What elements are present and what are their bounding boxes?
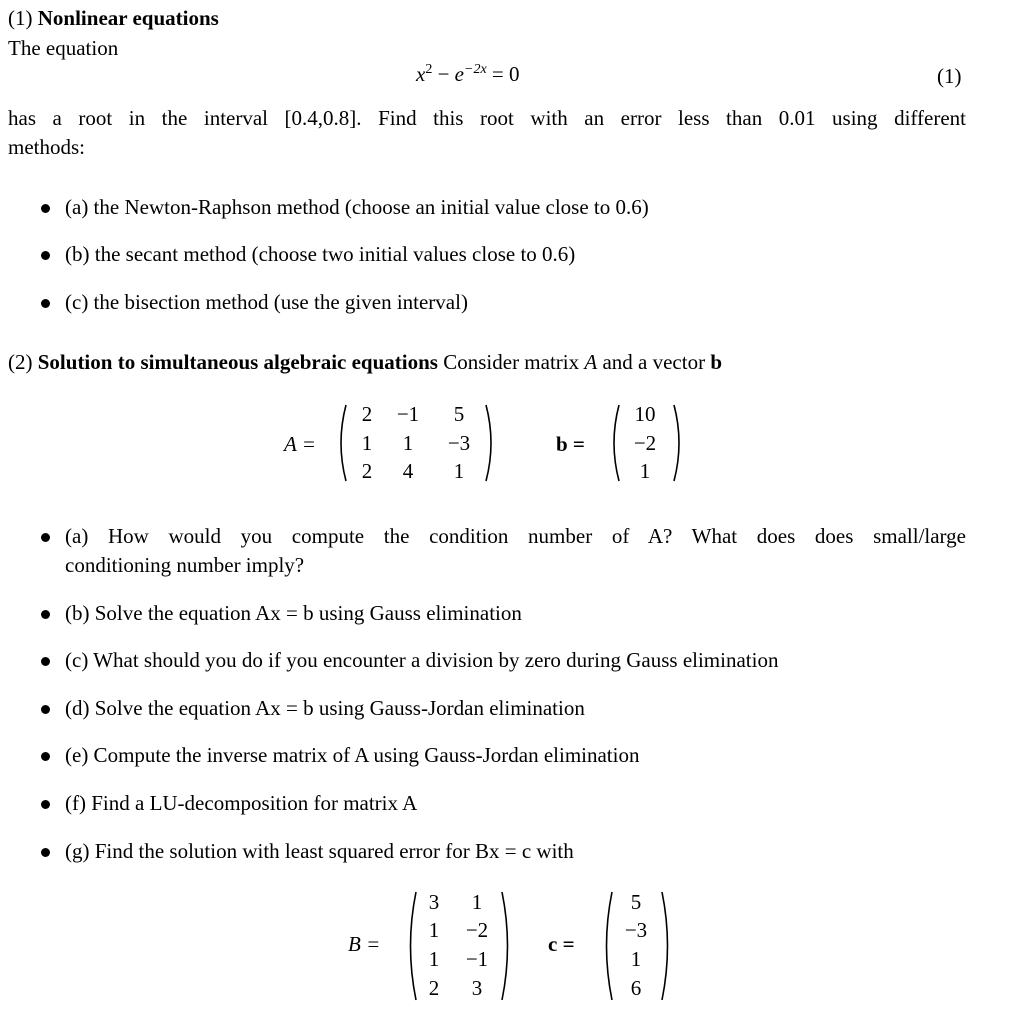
bullet-dot bbox=[41, 800, 50, 809]
section1-heading bbox=[8, 6, 219, 31]
right-paren bbox=[484, 403, 498, 483]
bullet-dot bbox=[41, 848, 50, 857]
list-item-continuation: conditioning number imply? bbox=[65, 553, 305, 577]
vector-b-cell: 1 bbox=[639, 459, 651, 483]
bullet-dot bbox=[41, 299, 50, 308]
section1-paragraph-line2: methods: bbox=[8, 135, 85, 159]
list-item: (g) Find the solution with least squared error for Bx = c with bbox=[65, 839, 574, 863]
list-item: (b) the secant method (choose two initial values close to 0.6) bbox=[65, 242, 576, 266]
bullet-dot bbox=[41, 610, 50, 619]
vector-b-label: b = bbox=[556, 432, 585, 456]
vector-c-cell: 5 bbox=[630, 890, 642, 914]
list-item: (e) Compute the inverse matrix of A using Gauss-Jordan elimination bbox=[65, 743, 640, 767]
list-item: (a) How would you compute the condition number of A? What does does small/large bbox=[65, 524, 966, 548]
matrix-b-cell: 2 bbox=[428, 976, 440, 1000]
vector-c-label: c = bbox=[548, 932, 575, 956]
left-paren bbox=[607, 403, 621, 483]
matrix-a-cell: 1 bbox=[453, 459, 465, 483]
bullet-dot bbox=[41, 657, 50, 666]
section2-heading: (2) Solution to simultaneous algebraic equations Consider matrix A and a vector b bbox=[8, 350, 723, 374]
bullet-dot bbox=[41, 752, 50, 761]
right-paren bbox=[660, 890, 674, 1002]
bullet-dot bbox=[41, 533, 50, 542]
list-item: (d) Solve the equation Ax = b using Gauss-Jordan elimination bbox=[65, 696, 585, 720]
matrix-b-cell: −2 bbox=[465, 918, 489, 942]
list-item: (c) the bisection method (use the given interval) bbox=[65, 290, 468, 314]
matrix-b-cell: 3 bbox=[428, 890, 440, 914]
bullet-dot bbox=[41, 204, 50, 213]
list-item: (b) Solve the equation Ax = b using Gauss elimination bbox=[65, 601, 522, 625]
matrix-a-cell: 5 bbox=[453, 402, 465, 426]
matrix-b-label: B = bbox=[348, 932, 381, 956]
vector-b-cell: 10 bbox=[634, 402, 656, 426]
matrix-a-cell: 2 bbox=[361, 402, 373, 426]
matrix-b-cell: 1 bbox=[471, 890, 483, 914]
equation-tag: (1) bbox=[937, 64, 962, 88]
right-paren bbox=[672, 403, 686, 483]
section2-number: (2) bbox=[8, 350, 33, 374]
matrix-a-cell: 4 bbox=[402, 459, 414, 483]
section1-number: (1) bbox=[8, 6, 33, 30]
section1-title: Nonlinear equations bbox=[37, 6, 219, 30]
matrix-a-cell: −1 bbox=[396, 402, 420, 426]
matrix-b-cell: 1 bbox=[428, 947, 440, 971]
vector-c-cell: 1 bbox=[630, 947, 642, 971]
right-paren bbox=[500, 890, 514, 1002]
vector-c-cell: −3 bbox=[624, 918, 648, 942]
section1-intro: The equation bbox=[8, 36, 119, 60]
list-item: (c) What should you do if you encounter a division by zero during Gauss elimination bbox=[65, 648, 779, 672]
matrix-a-label: A = bbox=[284, 432, 316, 456]
bullet-dot bbox=[41, 705, 50, 714]
vector-b-cell: −2 bbox=[633, 431, 657, 455]
matrix-b-cell: 1 bbox=[428, 918, 440, 942]
vector-c-cell: 6 bbox=[630, 976, 642, 1000]
equation-1: $x^2 - e^{-2x} = 0$ bbox=[416, 62, 520, 86]
list-item: (a) the Newton-Raphson method (choose an initial value close to 0.6) bbox=[65, 195, 649, 219]
matrix-a-cell: 1 bbox=[402, 431, 414, 455]
matrix-a-cell: 2 bbox=[361, 459, 373, 483]
section2-title: Solution to simultaneous algebraic equations bbox=[37, 350, 438, 374]
matrix-b-cell: −1 bbox=[465, 947, 489, 971]
matrix-b-cell: 3 bbox=[471, 976, 483, 1000]
left-paren bbox=[600, 890, 614, 1002]
bullet-dot bbox=[41, 251, 50, 260]
matrix-a-cell: 1 bbox=[361, 431, 373, 455]
section1-paragraph-line1: has a root in the interval [0.4,0.8]. Find this root with an error less than 0.01 using different bbox=[8, 106, 966, 130]
matrix-a-cell: −3 bbox=[447, 431, 471, 455]
left-paren bbox=[334, 403, 348, 483]
list-item: (f) Find a LU-decomposition for matrix A bbox=[65, 791, 418, 815]
